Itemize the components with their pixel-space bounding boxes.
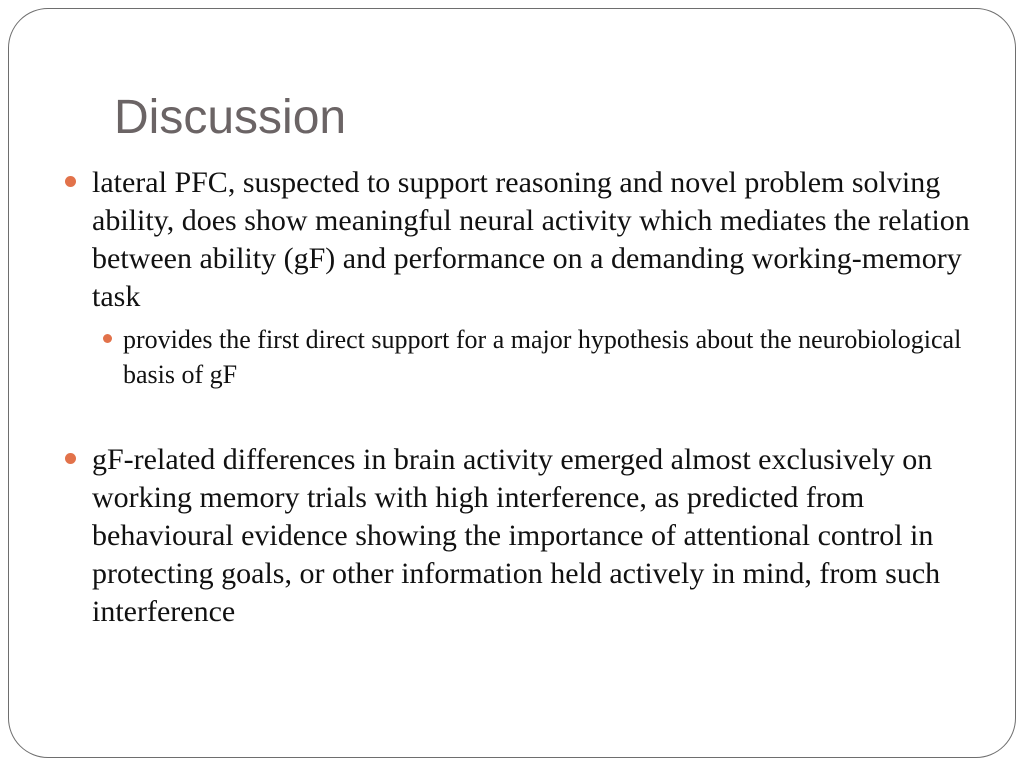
slide-title: Discussion: [114, 91, 347, 144]
bullet-marker-icon: [65, 453, 76, 464]
bullet-marker-icon: [103, 334, 112, 343]
bullet-text: gF-related differences in brain activity emerged almost exclusively on working memory trials with high interference, as predicted from behavioural evidence showing the importance of attentional control in protecting goals, or other information held actively in mind, from such interference: [92, 443, 941, 628]
bullet-item: [92, 441, 972, 631]
bullet-marker-icon: [65, 176, 76, 187]
sub-bullet-item: [123, 322, 983, 392]
bullet-item: [92, 164, 972, 316]
bullet-text: lateral PFC, suspected to support reasoning and novel problem solving ability, does show meaningful neural activity which mediates the relation between ability (gF) and performance on a demanding working-memory task: [92, 166, 970, 313]
sub-bullet-text: provides the first direct support for a major hypothesis about the neurobiological basis of gF: [123, 325, 962, 389]
